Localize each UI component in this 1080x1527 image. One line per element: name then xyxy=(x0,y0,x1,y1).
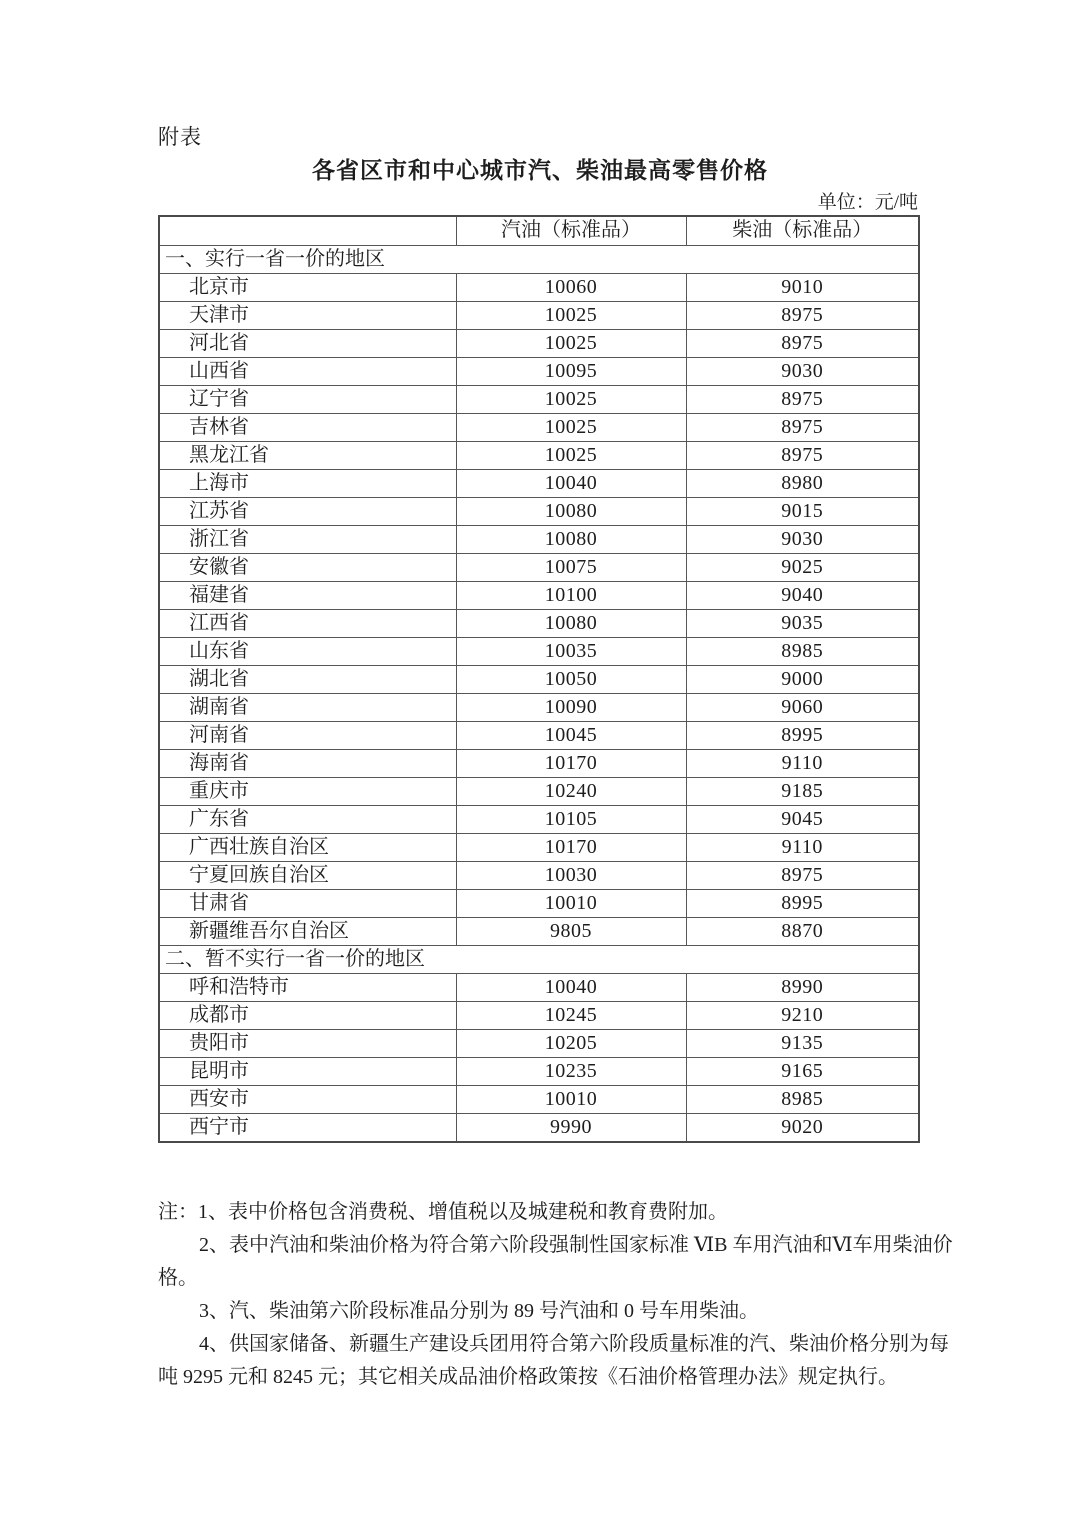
diesel-price: 9185 xyxy=(686,777,919,805)
price-row xyxy=(159,553,919,581)
region-name: 湖南省 xyxy=(159,693,456,721)
gasoline-price: 10170 xyxy=(456,833,686,861)
price-row xyxy=(159,1113,919,1142)
region-column-header xyxy=(159,216,456,245)
gasoline-price: 10100 xyxy=(456,581,686,609)
diesel-price: 9020 xyxy=(686,1113,919,1142)
diesel-price: 8980 xyxy=(686,469,919,497)
gasoline-price: 10025 xyxy=(456,329,686,357)
gasoline-price: 9805 xyxy=(456,917,686,945)
price-row xyxy=(159,497,919,525)
region-name: 天津市 xyxy=(159,301,456,329)
gasoline-price: 10240 xyxy=(456,777,686,805)
diesel-price: 8975 xyxy=(686,301,919,329)
gasoline-price: 10040 xyxy=(456,973,686,1001)
region-name: 重庆市 xyxy=(159,777,456,805)
diesel-price: 9210 xyxy=(686,1001,919,1029)
gasoline-price: 10025 xyxy=(456,385,686,413)
section-label: 二、暂不实行一省一价的地区 xyxy=(159,945,919,973)
region-name: 甘肃省 xyxy=(159,889,456,917)
price-row xyxy=(159,1029,919,1057)
gasoline-price: 10040 xyxy=(456,469,686,497)
region-name: 宁夏回族自治区 xyxy=(159,861,456,889)
price-row xyxy=(159,805,919,833)
region-name: 福建省 xyxy=(159,581,456,609)
region-name: 河南省 xyxy=(159,721,456,749)
price-row xyxy=(159,637,919,665)
price-row xyxy=(159,469,919,497)
diesel-price: 9045 xyxy=(686,805,919,833)
region-name: 江西省 xyxy=(159,609,456,637)
price-row xyxy=(159,301,919,329)
diesel-price: 9110 xyxy=(686,833,919,861)
gasoline-price: 10010 xyxy=(456,1085,686,1113)
region-name: 山东省 xyxy=(159,637,456,665)
diesel-price: 9015 xyxy=(686,497,919,525)
section-header-row xyxy=(159,945,919,973)
diesel-price: 9040 xyxy=(686,581,919,609)
price-row xyxy=(159,385,919,413)
price-row xyxy=(159,721,919,749)
note-line: 注：1、表中价格包含消费税、增值税以及城建税和教育费附加。 xyxy=(158,1201,728,1223)
price-row xyxy=(159,273,919,301)
price-row xyxy=(159,413,919,441)
diesel-price: 9060 xyxy=(686,693,919,721)
section-label: 一、实行一省一价的地区 xyxy=(159,245,919,273)
gasoline-column-header: 汽油（标准品） xyxy=(456,216,686,245)
region-name: 江苏省 xyxy=(159,497,456,525)
note-line: 2、表中汽油和柴油价格为符合第六阶段强制性国家标准 ⅥB 车用汽油和Ⅵ车用柴油价 xyxy=(199,1234,953,1256)
price-row xyxy=(159,749,919,777)
price-row xyxy=(159,357,919,385)
gasoline-price: 10095 xyxy=(456,357,686,385)
region-name: 新疆维吾尔自治区 xyxy=(159,917,456,945)
gasoline-price: 10045 xyxy=(456,721,686,749)
section-header-row xyxy=(159,245,919,273)
gasoline-price: 10170 xyxy=(456,749,686,777)
diesel-price: 8975 xyxy=(686,861,919,889)
note-line: 3、汽、柴油第六阶段标准品分别为 89 号汽油和 0 号车用柴油。 xyxy=(199,1300,759,1322)
diesel-price: 9025 xyxy=(686,553,919,581)
table-header xyxy=(159,216,919,245)
diesel-price: 8995 xyxy=(686,889,919,917)
gasoline-price: 10080 xyxy=(456,497,686,525)
gasoline-price: 9990 xyxy=(456,1113,686,1142)
gasoline-price: 10090 xyxy=(456,693,686,721)
price-row xyxy=(159,1085,919,1113)
diesel-price: 9030 xyxy=(686,525,919,553)
region-name: 成都市 xyxy=(159,1001,456,1029)
gasoline-price: 10075 xyxy=(456,553,686,581)
price-row xyxy=(159,1057,919,1085)
price-row xyxy=(159,1001,919,1029)
gasoline-price: 10060 xyxy=(456,273,686,301)
region-name: 昆明市 xyxy=(159,1057,456,1085)
gasoline-price: 10080 xyxy=(456,525,686,553)
diesel-price: 9000 xyxy=(686,665,919,693)
diesel-price: 9110 xyxy=(686,749,919,777)
note-line: 格。 xyxy=(158,1267,198,1289)
price-row xyxy=(159,581,919,609)
note-line: 4、供国家储备、新疆生产建设兵团用符合第六阶段质量标准的汽、柴油价格分别为每 xyxy=(199,1333,949,1355)
region-name: 海南省 xyxy=(159,749,456,777)
diesel-price: 9030 xyxy=(686,357,919,385)
gasoline-price: 10105 xyxy=(456,805,686,833)
gasoline-price: 10080 xyxy=(456,609,686,637)
price-table-body xyxy=(159,245,919,1142)
region-name: 贵阳市 xyxy=(159,1029,456,1057)
region-name: 河北省 xyxy=(159,329,456,357)
price-row xyxy=(159,441,919,469)
gasoline-price: 10205 xyxy=(456,1029,686,1057)
diesel-price: 9010 xyxy=(686,273,919,301)
region-name: 湖北省 xyxy=(159,665,456,693)
region-name: 浙江省 xyxy=(159,525,456,553)
price-row xyxy=(159,329,919,357)
price-row xyxy=(159,861,919,889)
region-name: 吉林省 xyxy=(159,413,456,441)
diesel-price: 8985 xyxy=(686,1085,919,1113)
diesel-price: 8975 xyxy=(686,329,919,357)
diesel-column-header: 柴油（标准品） xyxy=(686,216,919,245)
footnotes xyxy=(158,1196,958,1394)
price-row xyxy=(159,889,919,917)
appendix-label: 附表 xyxy=(158,125,202,149)
region-name: 广东省 xyxy=(159,805,456,833)
diesel-price: 8975 xyxy=(686,385,919,413)
region-name: 北京市 xyxy=(159,273,456,301)
fuel-price-table xyxy=(158,215,920,1143)
region-name: 广西壮族自治区 xyxy=(159,833,456,861)
gasoline-price: 10025 xyxy=(456,441,686,469)
gasoline-price: 10030 xyxy=(456,861,686,889)
diesel-price: 8985 xyxy=(686,637,919,665)
diesel-price: 8975 xyxy=(686,441,919,469)
diesel-price: 8975 xyxy=(686,413,919,441)
diesel-price: 8870 xyxy=(686,917,919,945)
page-title: 各省区市和中心城市汽、柴油最高零售价格 xyxy=(312,157,768,183)
region-name: 上海市 xyxy=(159,469,456,497)
price-row xyxy=(159,525,919,553)
price-row xyxy=(159,833,919,861)
region-name: 呼和浩特市 xyxy=(159,973,456,1001)
price-row xyxy=(159,917,919,945)
diesel-price: 9135 xyxy=(686,1029,919,1057)
diesel-price: 8995 xyxy=(686,721,919,749)
price-row xyxy=(159,693,919,721)
gasoline-price: 10235 xyxy=(456,1057,686,1085)
region-name: 黑龙江省 xyxy=(159,441,456,469)
price-row xyxy=(159,609,919,637)
price-row xyxy=(159,665,919,693)
region-name: 山西省 xyxy=(159,357,456,385)
gasoline-price: 10050 xyxy=(456,665,686,693)
gasoline-price: 10025 xyxy=(456,301,686,329)
diesel-price: 9035 xyxy=(686,609,919,637)
region-name: 西安市 xyxy=(159,1085,456,1113)
region-name: 西宁市 xyxy=(159,1113,456,1142)
price-row xyxy=(159,973,919,1001)
gasoline-price: 10025 xyxy=(456,413,686,441)
diesel-price: 9165 xyxy=(686,1057,919,1085)
gasoline-price: 10245 xyxy=(456,1001,686,1029)
table-header-row xyxy=(159,216,919,245)
price-row xyxy=(159,777,919,805)
note-line: 吨 9295 元和 8245 元；其它相关成品油价格政策按《石油价格管理办法》规定执行。 xyxy=(158,1366,898,1388)
region-name: 安徽省 xyxy=(159,553,456,581)
gasoline-price: 10035 xyxy=(456,637,686,665)
gasoline-price: 10010 xyxy=(456,889,686,917)
diesel-price: 8990 xyxy=(686,973,919,1001)
unit-label: 单位：元/吨 xyxy=(817,192,918,213)
region-name: 辽宁省 xyxy=(159,385,456,413)
